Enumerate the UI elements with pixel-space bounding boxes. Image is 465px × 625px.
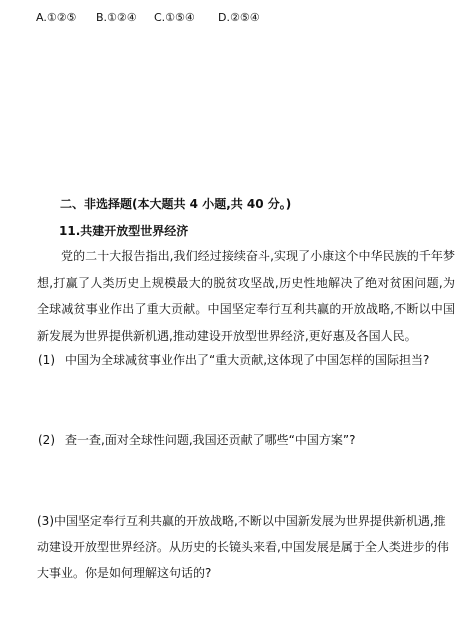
- answer-options: [36, 11, 260, 24]
- section-heading: 二、非选择题(本大题共 4 小题,共 40 分。): [60, 197, 292, 211]
- sub-question-1-text: 中国为全球减贫事业作出了“重大贡献,这体现了中国怎样的国际担当?: [65, 353, 430, 367]
- sub-question-3: (3)中国坚定奉行互利共赢的开放战略,不断以中国新发展为世界提供新机遇,推动建设开放型世界经济。从历史的长镜头来看,中国发展是属于全人类进步的伟大事业。你是如何理解这句话的?: [37, 514, 449, 580]
- sub-question-2: [38, 431, 355, 448]
- question-material: 党的二十大报告指出,我们经过接续奋斗,实现了小康这个中华民族的千年梦想,打赢了人类历史上规模最大的脱贫攻坚战,历史性地解决了绝对贫困问题,为全球减贫事业作出了重大贡献。中国坚定奉行互利共赢的开放战略,不断以中国新发展为世界提供新机遇,推动建设开放型世界经济,更好惠及各国人民。: [37, 249, 455, 343]
- question-title: 11.共建开放型世界经济: [59, 224, 189, 238]
- sub-question-2-text: 查一查,面对全球性问题,我国还贡献了哪些“中国方案”?: [65, 433, 356, 447]
- sub-question-1: [38, 351, 429, 368]
- option-d: D.②⑤④: [218, 11, 260, 24]
- option-b: B.①②④: [96, 11, 137, 24]
- sub-question-2-number: (2): [38, 433, 55, 447]
- option-a: A.①②⑤: [36, 11, 77, 24]
- sub-question-1-number: (1): [38, 353, 55, 367]
- option-c: C.①⑤④: [154, 11, 195, 24]
